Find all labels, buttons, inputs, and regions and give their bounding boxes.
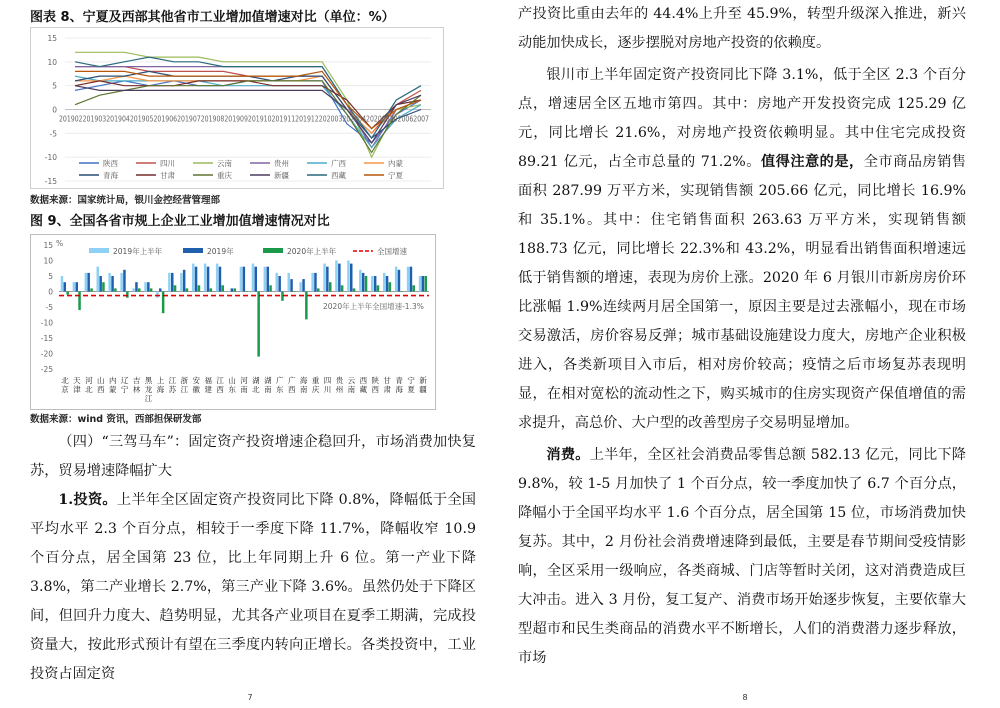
annotation-text: 2020年上半年全国增速-1.3% [323, 302, 424, 311]
province-label: 广东 [276, 376, 284, 394]
bar-2019年-吉林 [135, 282, 138, 291]
province-label: 河北 [85, 376, 93, 394]
province-label: 北京 [61, 376, 69, 394]
y-tick-label: 5 [52, 81, 57, 91]
bar-2019年上半年-广东 [276, 273, 279, 292]
figure-9-chart [30, 234, 436, 410]
legend-label: 广西 [331, 159, 346, 168]
legend-label: 全国增速 [377, 247, 407, 256]
bar-2019年上半年-山东 [228, 292, 231, 293]
province-label: 贵州 [335, 376, 344, 394]
bar-2020年上半年-湖北 [257, 292, 260, 357]
province-label: 海南 [299, 376, 308, 394]
y-tick-label: -5 [49, 129, 57, 139]
yinchuan-bold-phrase: 值得注意的是， [760, 154, 864, 170]
bar-2019年-山西 [99, 276, 102, 292]
bar-2020年上半年-山西 [102, 282, 105, 291]
province-label: 西藏 [359, 376, 368, 394]
bar-2019年-广东 [278, 276, 281, 292]
y-tick-label: -15 [44, 177, 57, 186]
investment-paragraph [30, 486, 476, 689]
legend-label: 2019年上半年 [113, 247, 163, 256]
bar-2020年上半年-北京 [66, 292, 69, 295]
figure-8-chart [30, 27, 444, 189]
bar-2019年-云南 [350, 264, 353, 292]
bar-2019年上半年-广西 [288, 273, 291, 292]
bar-2019年-浙江 [183, 270, 186, 292]
bar-2019年-福建 [207, 267, 210, 292]
bar-2019年-贵州 [338, 264, 341, 292]
series-line-广西 [75, 76, 421, 148]
bar-2019年上半年-江苏 [168, 273, 171, 292]
bar-2019年上半年-海南 [299, 282, 302, 291]
investment-body: 上半年全区固定资产投资同比下降 0.8%，降幅低于全国平均水平 2.3 个百分点，相较于一季度下降 11.7%，降幅收窄 10.9 个百分点，居全国第 23 位，比上年同期上升 6 位。第一产业下降 3.8%，第二产业增长 2.7%，第三产业下降 3.6%。虽然仍处于下降区间，但回升力度大、趋势明显，尤其各产业项目在夏季工期满，完成投资量大，按此形式预计有望在三季度内转向正增长。各类投资中，工业投资占固定资 [30, 492, 476, 682]
bar-2019年上半年-吉林 [132, 288, 135, 291]
legend-label: 宁夏 [388, 171, 403, 180]
province-label: 四川 [323, 376, 332, 394]
bar-2019年-青海 [398, 270, 401, 292]
bar-2019年上半年-北京 [61, 276, 64, 292]
figure-9-svg [31, 235, 435, 409]
bar-2020年上半年-河北 [90, 288, 93, 291]
bar-2020年上半年-安徽 [198, 285, 201, 291]
y-tick-label: 5 [48, 272, 53, 281]
left-body-text [30, 428, 476, 689]
y-tick-label: -5 [45, 303, 53, 312]
bar-2019年-辽宁 [123, 270, 126, 292]
bar-2019年-河北 [87, 273, 90, 292]
bar-2019年上半年-浙江 [180, 273, 183, 292]
bar-2019年上半年-天津 [73, 282, 76, 291]
bar-2020年上半年-广西 [293, 292, 296, 293]
bar-2019年上半年-青海 [395, 267, 398, 292]
bar-2020年上半年-福建 [210, 288, 213, 291]
bar-2020年上半年-黑龙江 [150, 288, 153, 291]
figure-8-svg [31, 28, 443, 188]
bar-2019年-海南 [302, 279, 305, 291]
figure-9-source: 数据来源：wind 资讯，西部担保研发部 [30, 414, 202, 425]
y-tick-label: -20 [40, 349, 53, 359]
bar-2020年上半年-山东 [234, 288, 237, 291]
province-label: 青海 [395, 376, 403, 394]
bar-2019年上半年-新疆 [419, 276, 422, 292]
y-tick-label: 15 [43, 241, 53, 250]
consumption-body: 上半年，全区社会消费品零售总额 582.13 亿元，同比下降 9.8%，较 1-5 月加快了 1 个百分点，较一季度加快了 6.7 个百分点，降幅小于全国平均水平 1.6 个百分点，居全国第 15 位，市场消费加快复苏。其中，2 月份社会消费增速降到最低，主要是春节期间受疫情影响，全区采用一级响应，各类商城、门店等暂时关闭，这对消费造成巨大冲击。进入 3 月份，复工复产、消费市场开始逐步恢复，主要依靠大型超市和民生类商品的消费水平不断增长，人们的消费潜力逐步释放，市场 [518, 447, 966, 666]
y-tick-label: 15 [47, 34, 57, 43]
bar-2019年-新疆 [422, 276, 425, 292]
bar-2019年上半年-内蒙 [108, 273, 111, 292]
bar-2019年上半年-四川 [323, 264, 326, 292]
series-line-内蒙 [75, 76, 421, 133]
bar-2019年-陕西 [374, 276, 377, 292]
province-label: 福建 [204, 376, 212, 394]
province-label: 江西 [216, 376, 224, 394]
bar-2019年-江苏 [171, 273, 174, 292]
y-tick-label: 10 [43, 256, 53, 266]
bar-2019年-黑龙江 [147, 282, 150, 291]
province-label: 湖北 [252, 376, 260, 394]
legend-label: 2020年上半年 [287, 247, 337, 256]
bar-2020年上半年-吉林 [138, 288, 141, 291]
bar-2019年上半年-山西 [97, 267, 100, 292]
bar-2019年上半年-河南 [240, 267, 243, 292]
bar-2019年上半年-上海 [156, 292, 159, 298]
legend-swatch [183, 248, 203, 253]
bar-2019年-西藏 [362, 273, 365, 292]
bar-2020年上半年-西藏 [365, 276, 368, 292]
bar-2020年上半年-宁夏 [413, 285, 416, 291]
legend-label: 四川 [160, 159, 175, 168]
province-label: 宁夏 [407, 376, 415, 394]
right-page [500, 0, 1000, 708]
right-body-text [518, 0, 966, 673]
legend-label: 重庆 [217, 171, 232, 180]
bar-2019年上半年-江西 [216, 264, 219, 292]
province-label: 甘肃 [383, 376, 391, 394]
x-tick-labels: 2019022019032019042019052019062019072019082019092019102019112019122020032020042020052020062007 [59, 114, 430, 124]
bar-2020年上半年-新疆 [425, 276, 428, 292]
bar-2019年上半年-辽宁 [120, 273, 123, 292]
yinchuan-paragraph [518, 61, 966, 438]
continued-paragraph: 产投资比重由去年的 44.4%上升至 45.9%，转型升级深入推进，新兴动能加快成长，逐步摆脱对房地产投资的依赖度。 [518, 6, 966, 51]
province-label: 内蒙 [108, 376, 117, 394]
bar-2020年上半年-江苏 [174, 285, 177, 291]
bar-2020年上半年-河南 [245, 292, 248, 293]
legend-label: 甘肃 [160, 171, 175, 180]
y-tick-label: 0 [48, 287, 53, 297]
bar-2019年上半年-河北 [85, 273, 88, 292]
bar-2019年上半年-贵州 [335, 261, 338, 292]
y-unit: % [56, 239, 64, 248]
bar-2019年-四川 [326, 267, 329, 292]
consumption-paragraph [518, 441, 966, 673]
page-number-left: 7 [247, 693, 253, 702]
bar-2020年上半年-浙江 [186, 288, 189, 291]
legend-swatch [89, 248, 109, 253]
bar-2019年-上海 [159, 288, 162, 291]
bar-2019年上半年-湖南 [264, 267, 267, 292]
y-tick-label: -10 [40, 318, 53, 328]
bar-2020年上半年-青海 [401, 292, 404, 293]
province-label: 云南 [347, 376, 356, 394]
bar-2019年-重庆 [314, 273, 317, 292]
province-label: 浙江 [180, 376, 189, 394]
legend-label: 贵州 [274, 159, 289, 168]
bar-2019年-甘肃 [386, 276, 389, 292]
province-label: 天津 [73, 376, 81, 394]
legend-label: 西藏 [331, 171, 346, 180]
investment-lead: 1.投资。 [58, 492, 117, 508]
bar-2020年上半年-湖南 [269, 285, 272, 291]
legend-swatch [263, 248, 283, 253]
yinchuan-part-b: 全市商品房销售面积 287.99 万平方米，实现销售额 205.66 亿元，同比增长 16.9%和 35.1%。其中：住宅销售面积 263.63 万平方米，实现销售额 188.73 亿元，同比增长 22.3%和 43.2%，明显看出销售面积增速远低于销售额的增速，表现为房价上涨。2020 年 6 月银川市新房房价环比涨幅 1.9%连续两月居全国第一，原因主要是过去涨幅小，现在市场交易激活，房价容易反弹；城市基础设施建设力度大，房地产企业积极进入，各类新项目入市后，相对房价较高；疫情之后市场复苏表现明显，在相对宽松的流动性之下，购买城市的住房实现资产保值增值的需求提升，高总价、大户型的改善型房子交易明显增加。 [518, 154, 966, 431]
bar-2019年上半年-陕西 [371, 276, 374, 292]
legend-label: 青海 [103, 171, 118, 180]
bar-2019年上半年-湖北 [252, 264, 255, 292]
province-label: 河南 [240, 376, 248, 394]
province-label: 山东 [228, 376, 236, 394]
province-label: 吉林 [132, 376, 141, 394]
bar-2020年上半年-辽宁 [126, 292, 129, 298]
figure-8-title: 图表 8、宁夏及西部其他省市工业增加值增速对比（单位：%） [30, 10, 395, 25]
bar-2019年-广西 [290, 279, 293, 291]
bar-2019年-河南 [243, 267, 246, 292]
bar-2019年上半年-黑龙江 [144, 282, 147, 291]
legend-label: 陕西 [103, 159, 118, 168]
bar-2020年上半年-甘肃 [389, 282, 392, 291]
bar-2019年-天津 [76, 282, 79, 291]
bar-2019年上半年-甘肃 [383, 273, 386, 292]
figure-9-title: 图 9、全国各省市规上企业工业增加值增速情况对比 [30, 214, 330, 229]
bar-2019年-山东 [231, 288, 234, 291]
province-label: 重庆 [311, 376, 320, 394]
section-heading: （四）“三驾马车”：固定资产投资增速企稳回升，市场消费加快复苏，贸易增速降幅扩大 [30, 434, 476, 479]
province-label: 辽宁 [120, 376, 129, 394]
province-label: 广西 [287, 376, 296, 394]
legend-label: 云南 [217, 159, 232, 168]
legend-label: 2019年 [207, 247, 234, 256]
province-label: 新疆 [419, 376, 427, 394]
y-tick-label: 10 [47, 57, 57, 67]
y-tick-label: -15 [40, 334, 53, 343]
figure-8-source: 数据来源：国家统计局，银川金控经营管理部 [30, 195, 221, 206]
province-label: 黑龙江 [144, 376, 153, 403]
bar-2019年上半年-宁夏 [407, 267, 410, 292]
province-label: 上海 [156, 376, 165, 394]
legend-label: 新疆 [274, 171, 289, 180]
province-label: 山西 [97, 376, 105, 394]
province-label: 安徽 [192, 376, 201, 394]
bar-2020年上半年-贵州 [341, 285, 344, 291]
bar-2020年上半年-天津 [78, 292, 81, 311]
bar-2019年-湖北 [255, 267, 258, 292]
bar-2019年-北京 [64, 282, 67, 291]
bar-2019年上半年-重庆 [311, 273, 314, 292]
legend-label: 内蒙 [388, 159, 403, 168]
bar-2020年上半年-江西 [222, 285, 225, 291]
y-tick-label: -10 [44, 153, 57, 163]
bar-2019年-江西 [219, 267, 222, 292]
bar-2019年上半年-安徽 [192, 264, 195, 292]
bar-2020年上半年-云南 [353, 288, 356, 291]
consumption-lead: 消费。 [546, 447, 590, 463]
bar-2020年上半年-四川 [329, 282, 332, 291]
y-tick-label: 0 [52, 105, 57, 115]
bar-2019年上半年-福建 [204, 264, 207, 292]
bar-2019年上半年-云南 [347, 261, 350, 292]
bar-2020年上半年-重庆 [317, 288, 320, 291]
bar-2019年-湖南 [267, 267, 270, 292]
province-label: 江苏 [168, 376, 177, 394]
bar-2019年-宁夏 [410, 267, 413, 292]
bar-2020年上半年-陕西 [377, 285, 380, 291]
province-label: 陕西 [371, 376, 380, 394]
bar-2019年-内蒙 [111, 276, 114, 292]
bar-2020年上半年-内蒙 [114, 288, 117, 291]
page-number-right: 8 [742, 693, 748, 702]
bar-2019年上半年-西藏 [359, 270, 362, 292]
yinchuan-part-a: 银川市上半年固定资产投资同比下降 3.1%，低于全区 2.3 个百分点，增速居全区五地市第四。其中：房地产开发投资完成 125.29 亿元，同比增长 21.6%，对房地产投资依赖明显。其中住宅完成投资 89.21 亿元，占全市总量的 71.2%。 [518, 67, 966, 170]
bar-2019年-安徽 [195, 267, 198, 292]
province-label: 湖南 [264, 376, 272, 394]
y-tick-label: -25 [40, 365, 53, 374]
